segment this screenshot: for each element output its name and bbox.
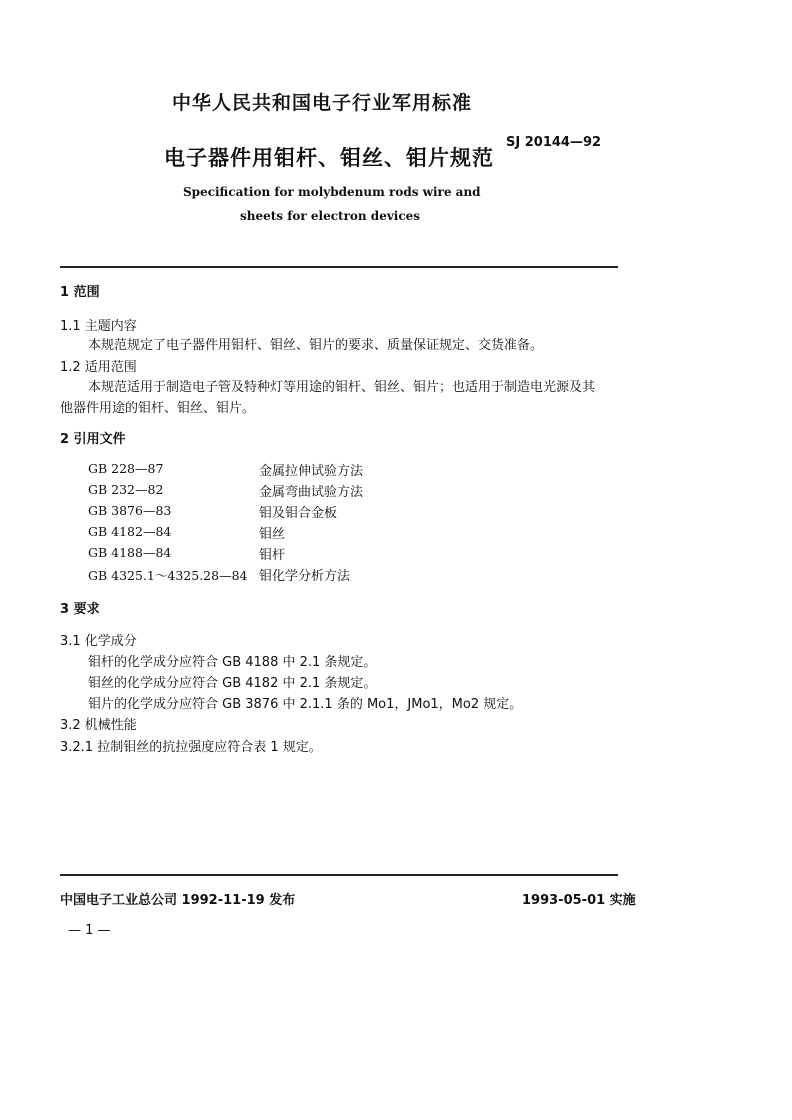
section-1-1-heading: 1.1 主题内容 [60, 319, 137, 334]
reference-code: GB 3876—83 [88, 503, 172, 518]
footer-divider [60, 874, 618, 876]
header-divider [60, 266, 618, 268]
reference-code: GB 4188—84 [88, 545, 172, 560]
reference-code: GB 232—82 [88, 482, 164, 497]
reference-name: 钼化学分析方法 [259, 569, 351, 584]
section-3-heading: 3 要求 [60, 602, 100, 617]
section-3-1-line3: 钼片的化学成分应符合 GB 3876 中 2.1.1 条的 Mo1，JMo1，Mo2 规定。 [88, 697, 523, 712]
section-1-2-heading: 1.2 适用范围 [60, 360, 137, 375]
section-1-2-text-line1: 本规范适用于制造电子管及特种灯等用途的钼杆、钼丝、钼片；也适用于制造电光源及其 [88, 380, 596, 395]
section-1-heading: 1 范围 [60, 285, 100, 300]
page-number: — 1 — [68, 923, 111, 938]
document-title-cn: 电子器件用钼杆、钼丝、钼片规范 [164, 146, 494, 170]
section-3-1-line1: 钼杆的化学成分应符合 GB 4188 中 2.1 条规定。 [88, 655, 377, 670]
section-1-1-text: 本规范规定了电子器件用钼杆、钼丝、钼片的要求、质量保证规定、交货准备。 [88, 338, 544, 353]
reference-code: GB 228—87 [88, 461, 164, 476]
reference-name: 金属弯曲试验方法 [259, 485, 364, 500]
standard-code: SJ 20144—92 [506, 135, 602, 150]
reference-code: GB 4182—84 [88, 524, 172, 539]
section-2-heading: 2 引用文件 [60, 432, 126, 447]
section-1-2-text-line2: 他器件用途的钼杆、钼丝、钼片。 [60, 401, 256, 416]
standard-category-heading: 中华人民共和国电子行业军用标准 [172, 92, 473, 114]
section-3-1-heading: 3.1 化学成分 [60, 634, 137, 649]
document-title-en-line2: sheets for electron devices [240, 209, 421, 223]
effective-date: 1993-05-01 实施 [522, 893, 636, 908]
reference-name: 钼杆 [259, 548, 286, 563]
section-3-2-heading: 3.2 机械性能 [60, 718, 137, 733]
document-title-en-line1: Specification for molybdenum rods wire and [183, 185, 481, 199]
issuer-and-release-date: 中国电子工业总公司 1992-11-19 发布 [60, 893, 296, 908]
reference-name: 钼丝 [259, 527, 286, 542]
reference-name: 金属拉伸试验方法 [259, 464, 364, 479]
reference-code: GB 4325.1～4325.28—84 [88, 568, 248, 583]
section-3-2-1-text: 3.2.1 拉制钼丝的抗拉强度应符合表 1 规定。 [60, 740, 322, 755]
section-3-1-line2: 钼丝的化学成分应符合 GB 4182 中 2.1 条规定。 [88, 676, 377, 691]
reference-name: 钼及钼合金板 [259, 506, 338, 521]
